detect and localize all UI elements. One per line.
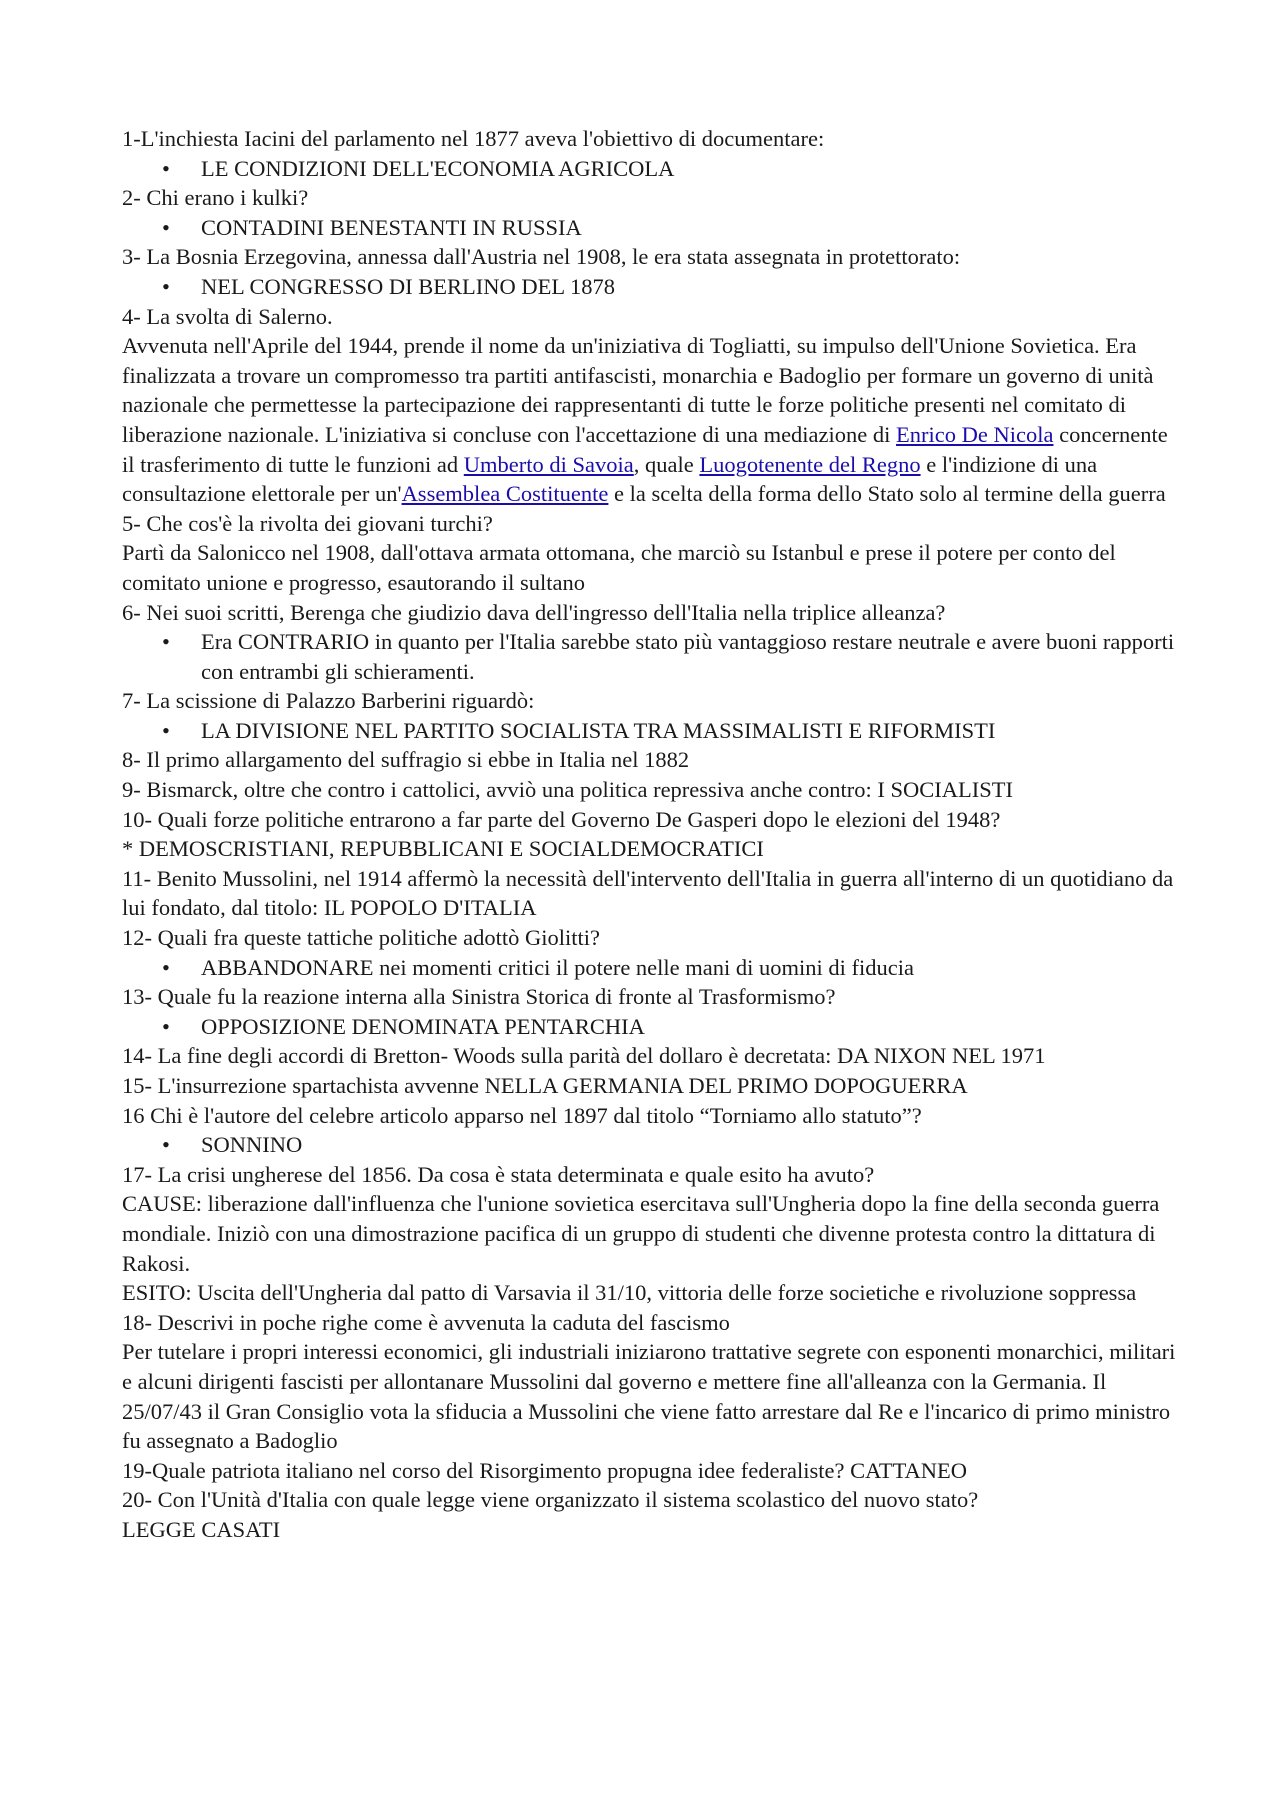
question-5: 5- Che cos'è la rivolta dei giovani turchi? (122, 510, 493, 536)
answer-18: Per tutelare i propri interessi economici, gli industriali iniziarono trattative segrete con esponenti monarchici, militari e alcuni dirigenti fascisti per allontanare Mussolini dal governo e mettere fine all'alleanza con la Germania. Il 25/07/43 il Gran Consiglio vota la sfiducia a Mussolini che viene fatto arrestare dal Re e l'incarico di primo ministro fu assegnato a Badoglio (122, 1339, 1176, 1454)
answer-10: * DEMOSCRISTIANI, REPUBBLICANI E SOCIALDEMOCRATICI (122, 836, 764, 862)
question-4: 4- La svolta di Salerno. (122, 303, 333, 329)
link-umberto-di-savoia[interactable]: Umberto di Savoia (463, 451, 634, 477)
answer-17-outcome: ESITO: Uscita dell'Ungheria dal patto di Varsavia il 31/10, vittoria delle forze societiche e rivoluzione soppressa (122, 1280, 1137, 1306)
answer-6: • Era CONTRARIO in quanto per l'Italia sarebbe stato più vantaggioso restare neutrale e avere buoni rapporti con entrambi gli schieramenti. (122, 627, 1182, 686)
answer-17-causes: CAUSE: liberazione dall'influenza che l'unione sovietica esercitava sull'Ungheria dopo la fine della seconda guerra mondiale. Iniziò con una dimostrazione pacifica di un gruppo di studenti che divenne protesta contro la dittatura di Rakosi. (122, 1191, 1160, 1276)
question-13: 13- Quale fu la reazione interna alla Sinistra Storica di fronte al Trasformismo? (122, 984, 836, 1010)
document-body (122, 124, 1182, 1545)
question-16: 16 Chi è l'autore del celebre articolo apparso nel 1897 dal titolo “Torniamo allo statuto”? (122, 1102, 922, 1128)
answer-4-text-2: concernente il trasferimento di tutte le funzioni ad (122, 421, 1168, 477)
answer-4-text-1: Avvenuta nell'Aprile del 1944, prende il nome da un'iniziativa di Togliatti, su impulso dell'Unione Sovietica. Era finalizzata a trovare un compromesso tra partiti antifascisti, monarchia e Badoglio per formare un governo di unità nazionale che permettesse la partecipazione dei rappresentanti di tutte le forze politiche presenti nel comitato di liberazione nazionale. L'iniziativa si concluse con l'accettazione di una mediazione di (122, 333, 1154, 447)
answer-4-text-5: e la scelta della forma dello Stato solo al termine della guerra (608, 481, 1166, 507)
link-enrico-de-nicola[interactable]: Enrico De Nicola (896, 421, 1054, 447)
question-6: 6- Nei suoi scritti, Berenga che giudizio dava dell'ingresso dell'Italia nella triplice alleanza? (122, 599, 946, 625)
question-9: 9- Bismarck, oltre che contro i cattolici, avviò una politica repressiva anche contro: I SOCIALISTI (122, 777, 1013, 803)
answer-13: • OPPOSIZIONE DENOMINATA PENTARCHIA (122, 1012, 1182, 1042)
question-8: 8- Il primo allargamento del suffragio si ebbe in Italia nel 1882 (122, 747, 690, 773)
question-11: 11- Benito Mussolini, nel 1914 affermò la necessità dell'intervento dell'Italia in guerra all'interno di un quotidiano da lui fondato, dal titolo: IL POPOLO D'ITALIA (122, 865, 1174, 921)
answer-2: • CONTADINI BENESTANTI IN RUSSIA (122, 213, 1182, 243)
question-1: 1-L'inchiesta Iacini del parlamento nel 1877 aveva l'obiettivo di documentare: (122, 126, 825, 151)
answer-4-text-3: , quale (633, 451, 700, 477)
question-19: 19-Quale patriota italiano nel corso del Risorgimento propugna idee federaliste? CATTANEO (122, 1457, 968, 1483)
answer-5: Partì da Salonicco nel 1908, dall'ottava armata ottomana, che marciò su Istanbul e prese il potere per conto del comitato unione e progresso, esautorando il sultano (122, 540, 1116, 595)
answer-12: • ABBANDONARE nei momenti critici il potere nelle mani di uomini di fiducia (122, 953, 1182, 983)
question-10: 10- Quali forze politiche entrarono a far parte del Governo De Gasperi dopo le elezioni del 1948? (122, 806, 1001, 832)
question-18: 18- Descrivi in poche righe come è avvenuta la caduta del fascismo (122, 1309, 730, 1335)
question-14: 14- La fine degli accordi di Bretton- Woods sulla parità del dollaro è decretata: DA NIXON NEL 1971 (122, 1043, 1046, 1069)
answer-7: • LA DIVISIONE NEL PARTITO SOCIALISTA TRA MASSIMALISTI E RIFORMISTI (122, 716, 1182, 746)
question-15: 15- L'insurrezione spartachista avvenne NELLA GERMANIA DEL PRIMO DOPOGUERRA (122, 1073, 968, 1098)
question-17: 17- La crisi ungherese del 1856. Da cosa è stata determinata e quale esito ha avuto? (122, 1161, 875, 1187)
answer-4-text-4: e l'indizione di una consultazione elettorale per un' (122, 451, 1098, 507)
answer-16: • SONNINO (122, 1130, 1182, 1160)
answer-1: • LE CONDIZIONI DELL'ECONOMIA AGRICOLA (122, 154, 1182, 184)
question-12: 12- Quali fra queste tattiche politiche adottò Giolitti? (122, 925, 600, 951)
link-assemblea-costituente[interactable]: Assemblea Costituente (401, 481, 609, 507)
answer-4 (122, 331, 1182, 509)
question-2: 2- Chi erano i kulki? (122, 185, 309, 211)
answer-20: LEGGE CASATI (122, 1516, 281, 1542)
question-7: 7- La scissione di Palazzo Barberini riguardò: (122, 688, 535, 714)
link-luogotenente-del-regno[interactable]: Luogotenente del Regno (699, 451, 921, 477)
question-20: 20- Con l'Unità d'Italia con quale legge viene organizzato il sistema scolastico del nuovo stato? (122, 1487, 979, 1513)
answer-3: • NEL CONGRESSO DI BERLINO DEL 1878 (122, 272, 1182, 302)
question-3: 3- La Bosnia Erzegovina, annessa dall'Austria nel 1908, le era stata assegnata in protettorato: (122, 244, 961, 270)
